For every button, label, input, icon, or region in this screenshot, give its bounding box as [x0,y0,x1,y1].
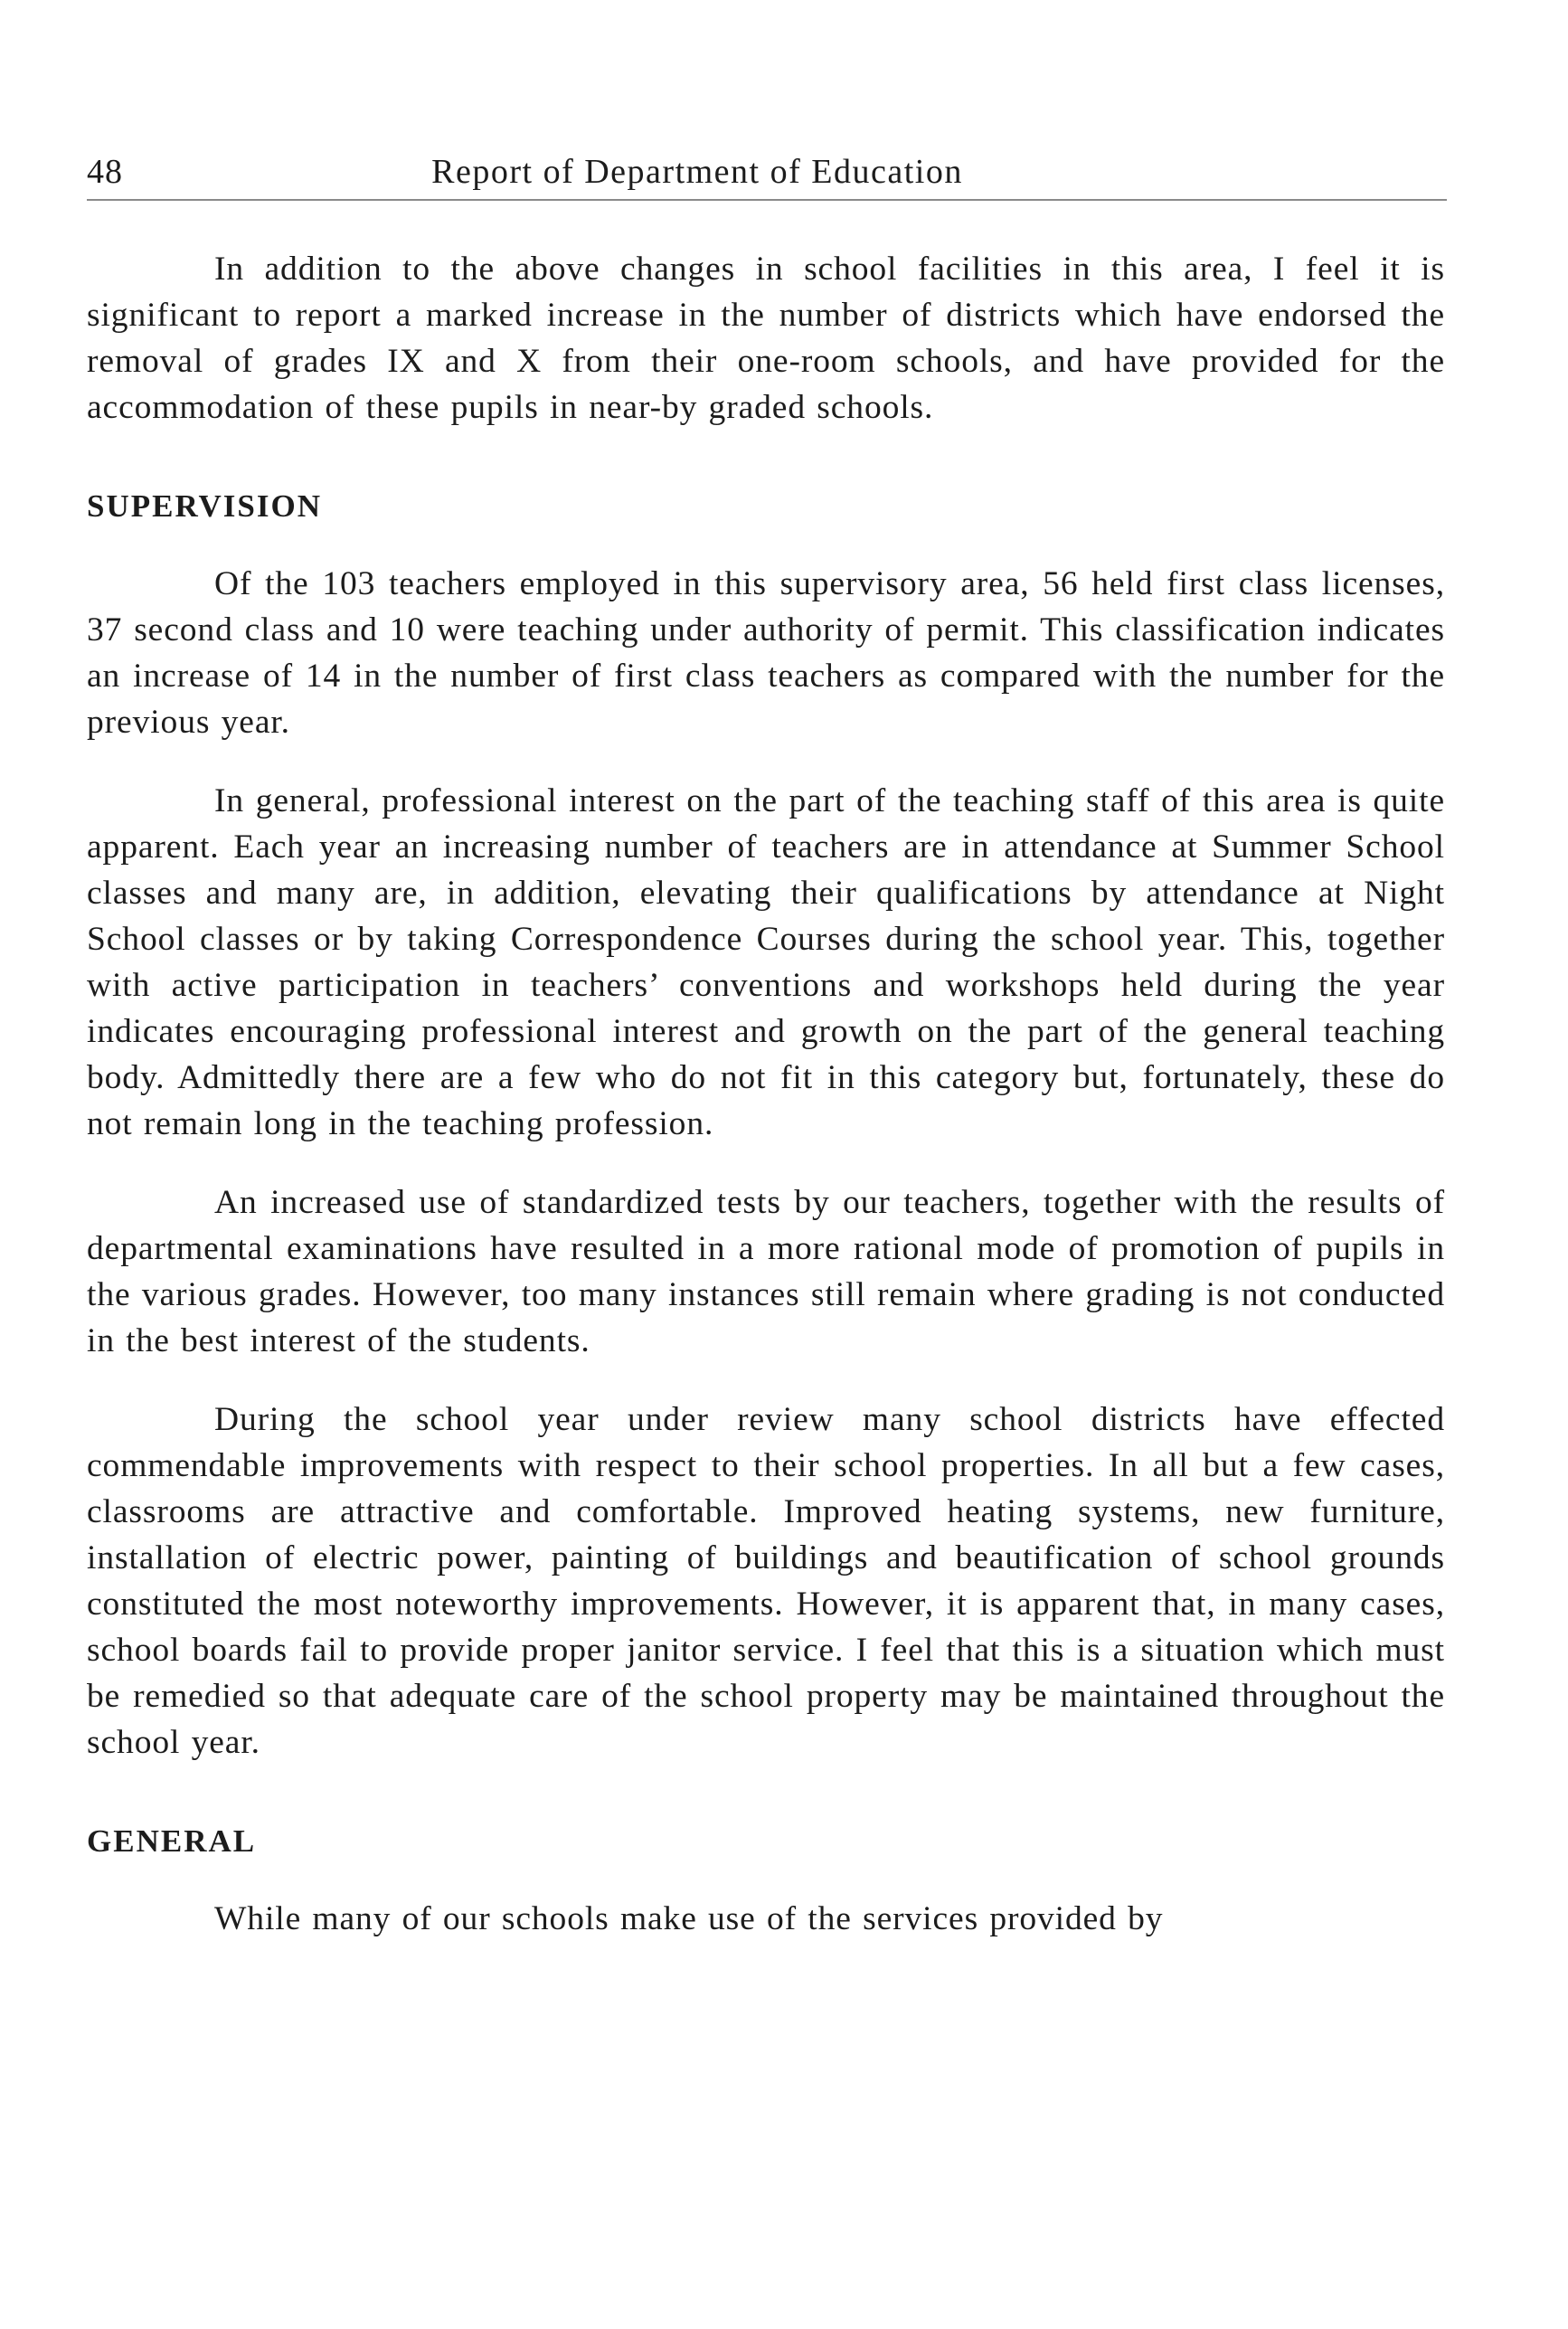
section-heading-supervision: SUPERVISION [87,488,322,524]
running-title: Report of Department of Education [431,153,963,191]
general-paragraph: While many of our schools make use of the services provided by [214,1900,1164,1937]
intro-paragraph: In addition to the above changes in school facilities in this area, I feel it is significant to report a marked increase in the number of districts which have endorsed the removal of grades IX and X from their one-room schools, and have provided for the accommodation of these pupils in near-by graded schools. [87,251,1445,426]
running-head [87,145,1447,199]
section-heading-general: GENERAL [87,1823,257,1859]
header-rule [87,199,1447,201]
supervision-paragraph-professional-interest: In general, professional interest on the part of the teaching staff of this area is quite apparent. Each year an increasing number of teachers are in attendance at Summer School classes and many are, in addition, elevating their qualifications by attendance at Night School classes or by taking Correspondence Courses during the school year. This, together with active participation in teachers’ conventions and workshops held during the year indicates encouraging professional interest and growth on the part of the general teaching body. Admittedly there are a few who do not fit in this category but, fortunately, these do not remain long in the teaching profession. [87,782,1445,1142]
supervision-paragraph-improvements: During the school year under review many school districts have effected commendable improvements with respect to their school properties. In all but a few cases, classrooms are attractive and comfortable. Improved heating systems, new furniture, installation of electric power, painting of buildings and beautification of school grounds constituted the most noteworthy improvements. However, it is apparent that, in many cases, school boards fail to provide proper janitor service. I feel that this is a situation which must be remedied so that adequate care of the school property may be maintained throughout the school year. [87,1401,1445,1761]
body-text [87,246,1445,1974]
supervision-paragraph-teachers: Of the 103 teachers employed in this supervisory area, 56 held first class licenses, 37 second class and 10 were teaching under authority of permit. This classification indicates an increase of 14 in the number of first class teachers as compared with the number for the previous year. [87,565,1445,741]
supervision-paragraph-standardized-tests: An increased use of standardized tests by our teachers, together with the results of departmental examinations have resulted in a more rational mode of promotion of pupils in the various grades. However, too many instances still remain where grading is not conducted in the best interest of the students. [87,1184,1445,1359]
page-number: 48 [87,153,123,191]
